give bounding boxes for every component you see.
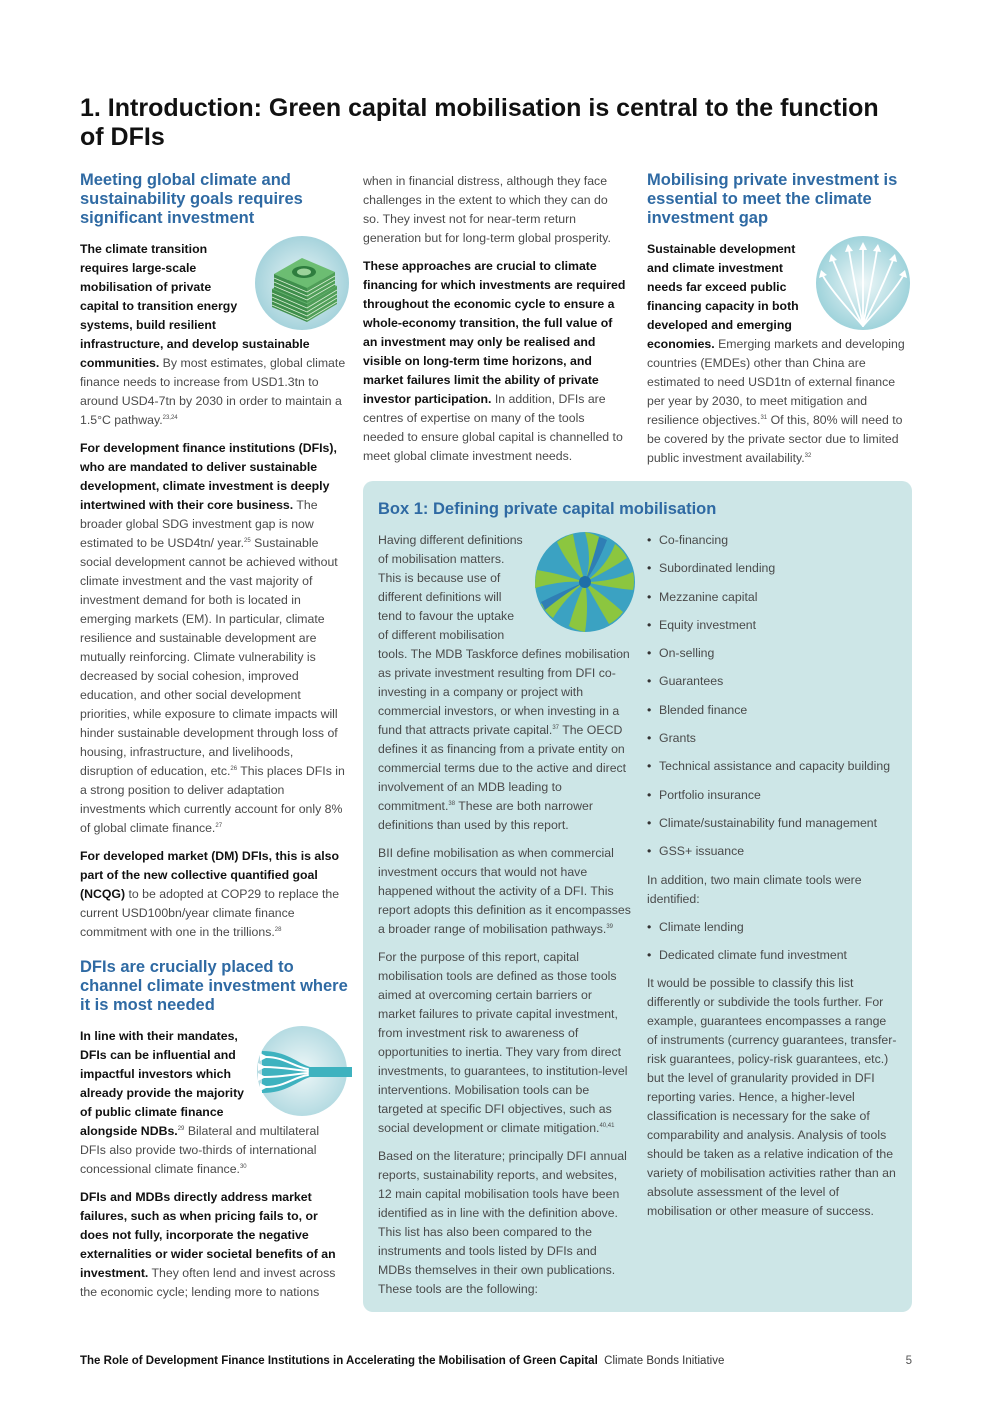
box-right-column	[647, 531, 899, 1230]
paragraph-sustainable-development: Sustainable development and climate investment needs far exceed public financing capacity in both developed and emerging economies. Emerging markets and developing countries (EMDEs) other than China are estimated to need USD1tn of external finance per year by 2030, to meet mitigation and resilience objectives.$^{31}$ Of this, 80% will need to be covered by the private sector due to limited public investment availability.$^{32}$	[647, 240, 909, 468]
paragraph-definitions: Having different definitions of mobilisation matters. This is because use of different definitions will tend to favour the uptake of different mobilisation tools. The MDB Taskforce defines mobilisation as private investment resulting from DFI co-investing in a company or project with commercial investors, or when investing in a fund that attracts private capital.$^{37}$ The OECD defines it as financing from a private entity on commercial terms due to the active and direct involvement of an MDB leading to commitment.$^{38}$ These are both narrower definitions than used by this report.	[378, 531, 631, 835]
paragraph-tools-definition: For the purpose of this report, capital mobilisation tools are defined as those tools aimed at overcoming certain barriers or market failures to private capital investment, from investment risk to awareness of opportunities to inertia. They vary from direct investments, to guarantees, to institution-level interventions. Mobilisation tools can be targeted at specific DFI objectives, such as social development or climate mitigation.$^{40,41}$	[378, 950, 628, 1135]
paragraph-literature: Based on the literature; principally DFI annual reports, sustainability reports, and websites, 12 main capital mobilisation tools have been identified as in line with the definition above. This list has also been compared to the instruments and tools listed by DFIs and MDBs themselves in their own publications. These tools are the following:	[378, 1149, 627, 1296]
heading-meeting-goals: Meeting global climate and sustainability goals requires significant investment	[80, 171, 303, 227]
paragraph-dfis-mandate: For development finance institutions (DFIs), who are mandated to deliver sustainable development, climate investment is deeply intertwined with their core business. The broader global SDG investment gap is now estimated to be USD4tn/ year.$^{25}$ Sustainable social development cannot be achieved without climate investment and the vast majority of investment demand for both is located in emerging markets (EM). In particular, climate resilience and sustainable development are mutually reinforcing. Climate vulnerability is decreased by social cohesion, improved education, and other social development priorities, while exposure to climate impacts will hinder sustainable development through loss of housing, infrastructure, and livelihoods, disruption of education, etc.$^{26}$ This places DFIs in a strong position to deliver adaptation investments which currently account for only 8% of global climate finance.$^{27}$	[80, 441, 345, 835]
paragraph-mandates: In line with their mandates, DFIs can be influential and impactful investors which already provide the majority of public climate finance alongside NDBs.$^{29}$ Bilateral and multilateral DFIs also provide two-thirds of international concessional climate finance.$^{30}$	[80, 1027, 348, 1179]
box-definitions	[363, 481, 912, 1312]
list-item: • GSS+ issuance	[647, 842, 899, 861]
page-title: 1. Introduction: Green capital mobilisation is central to the function of DFIs	[80, 94, 879, 151]
column-2	[363, 172, 627, 475]
list-item: • Technical assistance and capacity building	[647, 757, 899, 776]
climate-tools-list	[647, 918, 899, 965]
footer-report-title: The Role of Development Finance Institutions in Accelerating the Mobilisation of Green Capital	[80, 1355, 598, 1367]
column-3	[647, 171, 909, 477]
page-number: 5	[905, 1355, 912, 1367]
column-1	[80, 171, 348, 1311]
heading-mobilising: Mobilising private investment is essential to meet the climate investment gap	[647, 171, 898, 227]
paragraph-dm-dfis: For developed market (DM) DFIs, this is also part of the new collective quantified goal (NCQG) to be adopted at COP29 to replace the current USD100bn/year climate finance commitment with one in the trillions.$^{28}$	[80, 849, 340, 939]
list-item: • Equity investment	[647, 616, 899, 635]
paragraph-bii-definition: BII define mobilisation as when commercial investment occurs that would not have happened without the activity of a DFI. This report adopts this definition as it encompasses a broader range of mobilisation pathways.$^{39}$	[378, 846, 631, 936]
list-item: • Subordinated lending	[647, 559, 899, 578]
footer-org: Climate Bonds Initiative	[604, 1355, 725, 1367]
list-item: • On-selling	[647, 644, 899, 663]
paragraph-financial-distress: when in financial distress, although they face challenges in the extent to which they can do so. They invest not for near-term return generation but for long-term global prosperity.	[363, 174, 611, 245]
paragraph-climate-transition: The climate transition requires large-scale mobilisation of private capital to transition energy systems, build resilient infrastructure, and develop sustainable communities. By most estimates, global climate finance needs to increase from USD1.3tn to around USD4-7tn by 2030 in order to maintain a 1.5°C pathway.$^{23,24}$	[80, 240, 348, 430]
money-stack-icon	[252, 234, 352, 332]
list-item: • Grants	[647, 729, 899, 748]
heading-crucially-placed: DFIs are crucially placed to channel climate investment where it is most needed	[80, 958, 348, 1014]
list-item: • Climate/sustainability fund management	[647, 814, 899, 833]
list-item: • Portfolio insurance	[647, 786, 899, 805]
paragraph-classification: It would be possible to classify this list differently or subdivide the tools further. For example, guarantees encompasses a range of instruments (currency guarantees, transfer-risk guarantees, policy-risk guarantees, etc.) but the level of granularity provided in DFI reporting varies. Hence, a higher-level classification is necessary for the sake of comparability and analysis. Analysis of tools should be taken as a relative indication of the variety of mobilisation activities rather than an absolute assessment of the level of mobilisation or other measure of success.	[647, 976, 897, 1219]
list-item: • Blended finance	[647, 701, 899, 720]
list-item: • Mezzanine capital	[647, 588, 899, 607]
spiral-burst-icon	[533, 530, 637, 634]
list-item: • Climate lending	[647, 918, 899, 937]
tools-list	[647, 531, 899, 861]
paragraph-approaches: These approaches are crucial to climate financing for which investments are required throughout the economic cycle to ensure a whole-economy transition, the full value of an investment may only be realised and visible on long-term time horizons, and market failures limit the ability of private investor participation. In addition, DFIs are centres of expertise on many of the tools needed to ensure global capital is channelled to meet global climate investment needs.	[363, 259, 626, 463]
box-left-column	[378, 531, 631, 1308]
list-item: • Guarantees	[647, 672, 899, 691]
radiating-arrows-icon	[813, 234, 913, 332]
box-title: Box 1: Defining private capital mobilisation	[378, 500, 717, 518]
paragraph-climate-tools-intro: In addition, two main climate tools were identified:	[647, 872, 862, 906]
converging-arrows-icon	[252, 1023, 352, 1119]
footer	[80, 1355, 912, 1367]
list-item: • Dedicated climate fund investment	[647, 946, 899, 965]
paragraph-market-failures: DFIs and MDBs directly address market failures, such as when pricing fails to, or does not fully, incorporate the negative externalities or wider societal benefits of an investment. They often lend and invest across the economic cycle; lending more to nations	[80, 1190, 336, 1299]
list-item: • Co-financing	[647, 531, 899, 550]
